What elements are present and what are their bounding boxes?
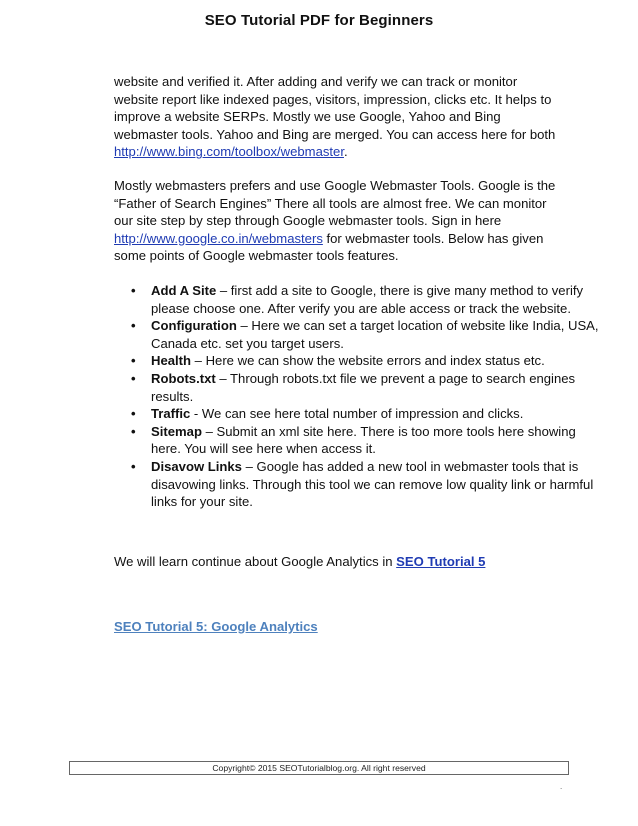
page-mark: . [560, 782, 563, 791]
bullet-icon: • [131, 406, 136, 422]
bullet-icon: • [131, 370, 136, 386]
paragraph-text: We will learn continue about Google Analytics in [114, 554, 397, 569]
list-item [131, 282, 601, 317]
feature-desc: – Submit an xml site here. There is too more tools here showing here. You will see here when access it. [151, 423, 576, 457]
feature-term: Sitemap [151, 423, 202, 439]
list-item [131, 458, 601, 511]
bullet-icon: • [131, 423, 136, 439]
feature-desc: - We can see here total number of impression and clicks. [190, 406, 524, 422]
paragraph-google-webmaster [114, 177, 564, 265]
bing-webmaster-link[interactable]: http://www.bing.com/toolbox/webmaster [114, 144, 344, 160]
google-webmaster-link[interactable]: http://www.google.co.in/webmasters [114, 230, 323, 246]
paragraph-webmaster-intro [114, 73, 564, 161]
seo-tutorial-5-link[interactable]: SEO Tutorial 5 [396, 554, 486, 569]
bullet-icon: • [131, 318, 136, 334]
feature-term: Disavow Links [151, 458, 242, 474]
bullet-icon: • [131, 353, 136, 369]
feature-desc: – Through robots.txt file we prevent a page to search engines results. [151, 370, 576, 404]
list-item [131, 405, 601, 423]
paragraph-text: Mostly webmasters prefers and use Google Webmaster Tools. Google is the “Father of Search Engines” There all tools are almost free. We can monitor our site step by step through Google webmaster tools. Sign in here [114, 178, 556, 229]
feature-desc: – Here we can set a target location of website like India, USA, Canada etc. set you target users. [151, 318, 599, 351]
bullet-icon: • [131, 458, 136, 474]
list-item [131, 317, 601, 352]
page-title: SEO Tutorial PDF for Beginners [204, 12, 434, 29]
feature-term: Traffic [151, 406, 191, 422]
list-item [131, 423, 601, 458]
feature-desc: – Google has added a new tool in webmaster tools that is disavowing links. Through this tool we can remove low quality link or harmful links for your site. [151, 458, 594, 510]
feature-desc: – Here we can show the website errors and index status etc. [191, 353, 545, 369]
footer-copyright: Copyright© 2015 SEOTutorialblog.org. All right reserved [69, 761, 569, 775]
feature-term: Robots.txt [151, 370, 216, 386]
paragraph-text: website and verified it. After adding and verify we can track or monitor website report like indexed pages, visitors, impression, clicks etc. It helps to improve a website SERPs. Mostly we use Google, Yahoo and Bing webmaster tools. Yahoo and Bing are merged. You can access here for both [114, 74, 556, 142]
paragraph-punct: . [343, 144, 348, 160]
paragraph-text-end: for webmaster tools. Below has given some points of Google webmaster tools features. [114, 230, 544, 264]
feature-term: Health [151, 353, 192, 369]
features-list [114, 282, 601, 511]
feature-term: Add A Site [151, 283, 217, 298]
bullet-icon: • [131, 283, 136, 298]
feature-term: Configuration [151, 318, 237, 334]
feature-desc: – first add a site to Google, there is give many method to verify please choose one. After verify you are able access or track the website. [151, 283, 584, 316]
list-item [131, 352, 601, 370]
section-heading-link[interactable]: SEO Tutorial 5: Google Analytics [114, 619, 318, 634]
list-item [131, 370, 601, 405]
paragraph-analytics-next [114, 553, 564, 571]
